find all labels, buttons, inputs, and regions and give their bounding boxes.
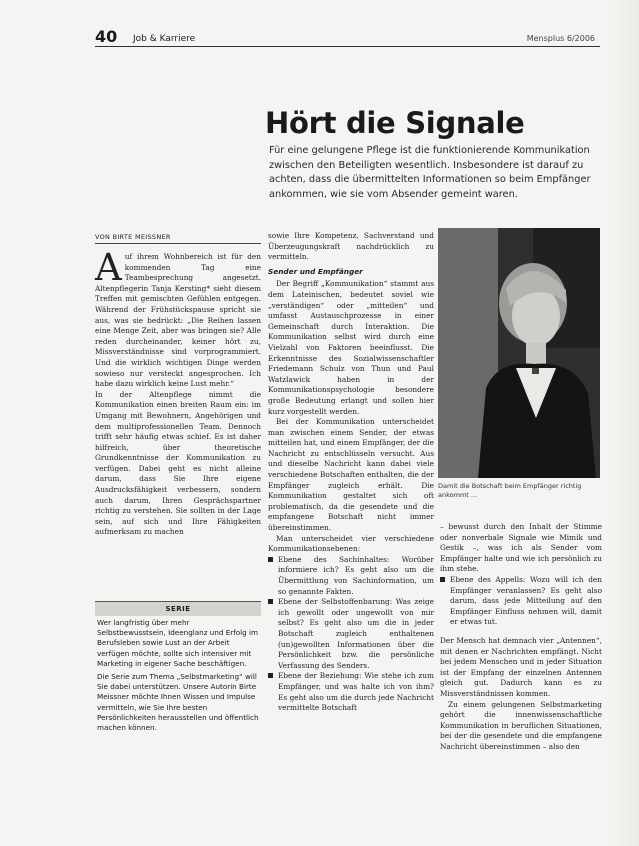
column-1 xyxy=(95,246,261,538)
portrait-illustration xyxy=(438,228,600,478)
page-number: 40 xyxy=(95,27,118,46)
page-edge xyxy=(610,0,639,846)
bullet-icon xyxy=(268,557,273,562)
portrait-photo xyxy=(438,228,600,478)
sidebar-heading: SERIE xyxy=(95,602,261,616)
sidebar-body xyxy=(95,616,261,733)
list-item: Ebene des Sachinhaltes: Worüber informiere ich? Es geht also um die Übermittlung von Sachinformation, um so genannte Fakten. xyxy=(268,555,434,597)
article-title: Hört die Signale xyxy=(265,106,525,140)
levels-list-continued xyxy=(440,575,602,628)
paragraph: Der Mensch hat demnach vier „Antennen“, mit denen er Nachrichten empfängt. Nicht bei jedem Menschen und in jeder Situation ist der Empfang der einzelnen Antennen gleich gut. Dadurch kann es zu Missverständnissen kommen. xyxy=(440,635,602,698)
list-item: Ebene des Appells: Wozu will ich den Empfänger veranlassen? Es geht also darum, dass jede Mitteilung auf den Empfänger Einfluss nehmen will, damit er etwas tut. xyxy=(440,575,602,628)
paragraph: sowie Ihre Kompetenz, Sachverstand und Überzeugungskraft nachdrücklich zu vermitteln. xyxy=(268,231,434,262)
drop-cap: A xyxy=(95,246,122,289)
bullet-icon xyxy=(440,577,445,582)
issue-label: Mensplus 6/2006 xyxy=(526,34,595,43)
bullet-icon xyxy=(268,599,273,604)
column-2 xyxy=(268,231,434,714)
section-label: Job & Karriere xyxy=(133,34,196,44)
article-lede: Für eine gelungene Pflege ist die funktionierende Kommunikation zwischen den Beteiligten wesentlich. Insbesondere ist darauf zu achten, dass die übermittelten Informationen so beim Empfänger ankommen, wie sie vom Absender gemeint waren. xyxy=(269,145,591,200)
levels-list xyxy=(268,555,434,714)
series-sidebar xyxy=(95,601,261,785)
column-3 xyxy=(440,522,602,752)
paragraph: uf ihrem Wohnbereich ist für den kommenden Tag eine Teambesprechung angesetzt. Altenpflegerin Tanja Kersting* sieht diesem Treffen mit gemischten Gefühlen entgegen. Während der Frühstückspause spricht sie aus, was sie bedrückt: „Die Reihen lassen eine Menge Zeit, aber was bringen sie? Alle reden durcheinander, keiner hört zu, Missverständnisse sind vorprogrammiert. Und die wirklich wichtigen Dinge werden sowieso nur versteckt angesprochen. Ich habe dazu wirklich keine Lust mehr.“ xyxy=(95,252,261,389)
byline: VON BIRTE MEISSNER xyxy=(95,233,261,244)
subheading: Sender und Empfänger xyxy=(268,266,363,276)
photo-caption: Damit die Botschaft beim Empfänger richtig ankommt ... xyxy=(438,482,582,499)
paragraph: Bei der Kommunikation unterscheidet man zwischen einem Sender, der etwas mitteilen hat, und einem Empfänger, der die Nachricht zu entschlüsseln versucht. Aus und dieselbe Nachricht kann dabei viele verschiedene Botschaften enthalten, die der Empfänger zugleich erhält. Die Kommunikation gestaltet sich oft problematisch, da die gesendete und die empfangene Botschaft nicht immer übereinstimmen. xyxy=(268,417,434,533)
sidebar-paragraph: Wer langfristig über mehr Selbstbewusstsein, Ideenglanz und Erfolg im Berufsleben sowie Lust an der Arbeit verfügen möchte, sollte sich intensiver mit Marketing in eigener Sache beschäftigen. xyxy=(97,618,259,668)
paragraph: Der Begriff „Kommunikation“ stammt aus dem Lateinischen, bedeutet soviel wie „verständigen“ oder „mitteilen“ und umfasst Austauschprozesse in einer Gemeinschaft durch Interaktion. Die Kommunikation selbst wird durch eine Vielzahl von Faktoren beeinflusst. Die Erkenntnisse des Sozialwissenschaftler Friedemann Schulz von Thun und Paul Watzlawick haben in der Kommunikationspsychologie besondere große Bedeutung erlangt und sollen hier kurz vorgestellt werden. xyxy=(268,279,434,416)
paragraph: Zu einem gelungenen Selbstmarketing gehört die innenwissenschaftliche Kommunikation in beruflichen Situationen, bei der die gesendete und die empfangene Nachricht übereinstimmen – also den xyxy=(440,699,602,751)
paragraph: – bewusst durch den Inhalt der Stimme oder nonverbale Signale wie Mimik und Gestik –, was ich als Sender vom Empfänger halte und wie ich persönlich zu ihm stehe. xyxy=(440,522,602,574)
paragraph: In der Altenpflege nimmt die Kommunikation einen breiten Raum ein: im Umgang mit Bewohnern, Angehörigen und dem multiprofessionellen Team. Dennoch trifft sehr häufig etwas schief. Es ist daher hilfreich, über theoretische Grundkenntnisse der Kommunikation zu verfügen. Dabei geht es nicht alleine darum, dass Sie Ihre eigene Ausdrucksfähigkeit verbessern, sondern auch darum, Ihren Gesprächspartner richtig zu verstehen. Sie sollten in der Lage sein, auf sich und Ihre Fähigkeiten aufmerksam zu machen xyxy=(95,389,261,537)
paragraph: Man unterscheidet vier verschiedene Kommunikationsebenen: xyxy=(268,533,434,554)
header-rule xyxy=(95,46,600,47)
sidebar-paragraph: Die Serie zum Thema „Selbstmarketing“ will Sie dabei unterstützen. Unsere Autorin Birte Meissner möchte Ihnen Wissen und Impulse vermitteln, wie Sie Ihre besten Persönlichkeiten herausstellen und öffentlich machen können. xyxy=(97,672,259,733)
list-item: Ebene der Selbstoffenbarung: Was zeige ich gewollt oder ungewollt von mir selbst? Es geht also um die in jeder Botschaft zugleich enthaltenen (un)gewollten Informationen über die Persönlichkeit bzw. die persönliche Verfassung des Senders. xyxy=(268,597,434,671)
bullet-icon xyxy=(268,673,273,678)
list-item: Ebene der Beziehung: Wie stehe ich zum Empfänger, und was halte ich von ihm? Es geht also um die durch jede Nachricht vermittelte Botschaft xyxy=(268,671,434,713)
page-header xyxy=(95,27,595,46)
